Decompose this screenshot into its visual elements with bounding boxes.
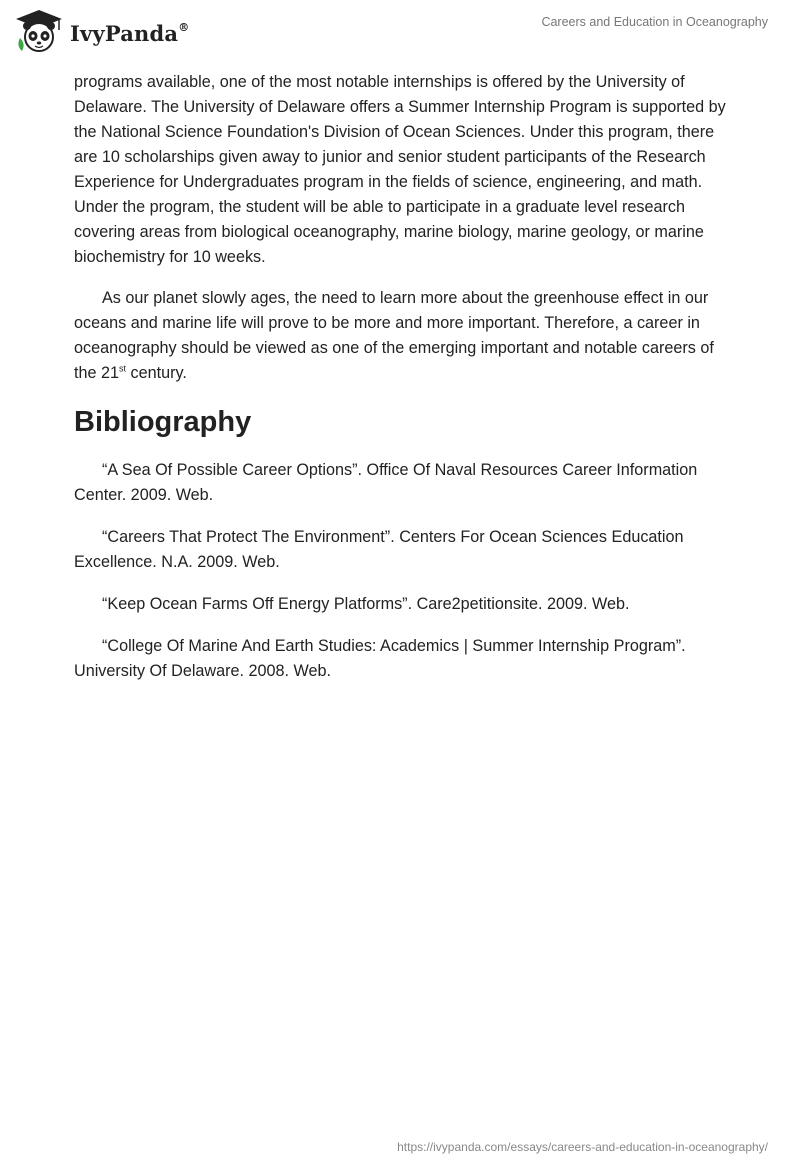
panda-logo-icon bbox=[14, 8, 64, 54]
reference-item: “College Of Marine And Earth Studies: Academics | Summer Internship Program”. University Of Delaware. 2008. Web. bbox=[74, 637, 686, 680]
document-title: Careers and Education in Oceanography bbox=[541, 15, 768, 29]
reference-item: “Keep Ocean Farms Off Energy Platforms”. Care2petitionsite. 2009. Web. bbox=[102, 595, 630, 613]
page-header bbox=[0, 0, 800, 64]
reference-item: “A Sea Of Possible Career Options”. Office Of Naval Resources Career Information Center. 2009. Web. bbox=[74, 461, 698, 504]
reference-item: “Careers That Protect The Environment”. Centers For Ocean Sciences Education Excellence. N.A. 2009. Web. bbox=[74, 528, 684, 571]
bibliography-heading: Bibliography bbox=[74, 406, 252, 438]
body-paragraph: programs available, one of the most notable internships is offered by the University of Delaware. The University of Delaware offers a Summer Internship Program is supported by the National Science Foundation's Division of Ocean Sciences. Under this program, there are 10 scholarships given away to junior and senior student participants of the Research Experience for Undergraduates program in the fields of science, engineering, and math. Under the program, the student will be able to participate in a graduate level research covering areas from biological oceanography, marine biology, marine geology, or marine biochemistry for 10 weeks. bbox=[74, 73, 726, 266]
body-paragraph-conclusion: As our planet slowly ages, the need to learn more about the greenhouse effect in our oceans and marine life will prove to be more and more important. Therefore, a career in oceanography should be viewed as one of the emerging important and notable careers of the 21st century. bbox=[74, 289, 714, 382]
essay-content bbox=[74, 70, 734, 701]
source-url[interactable]: https://ivypanda.com/essays/careers-and-education-in-oceanography/ bbox=[397, 1140, 768, 1154]
ivypanda-logo[interactable] bbox=[14, 8, 189, 54]
logo-wordmark: IvyPanda® bbox=[70, 20, 190, 46]
